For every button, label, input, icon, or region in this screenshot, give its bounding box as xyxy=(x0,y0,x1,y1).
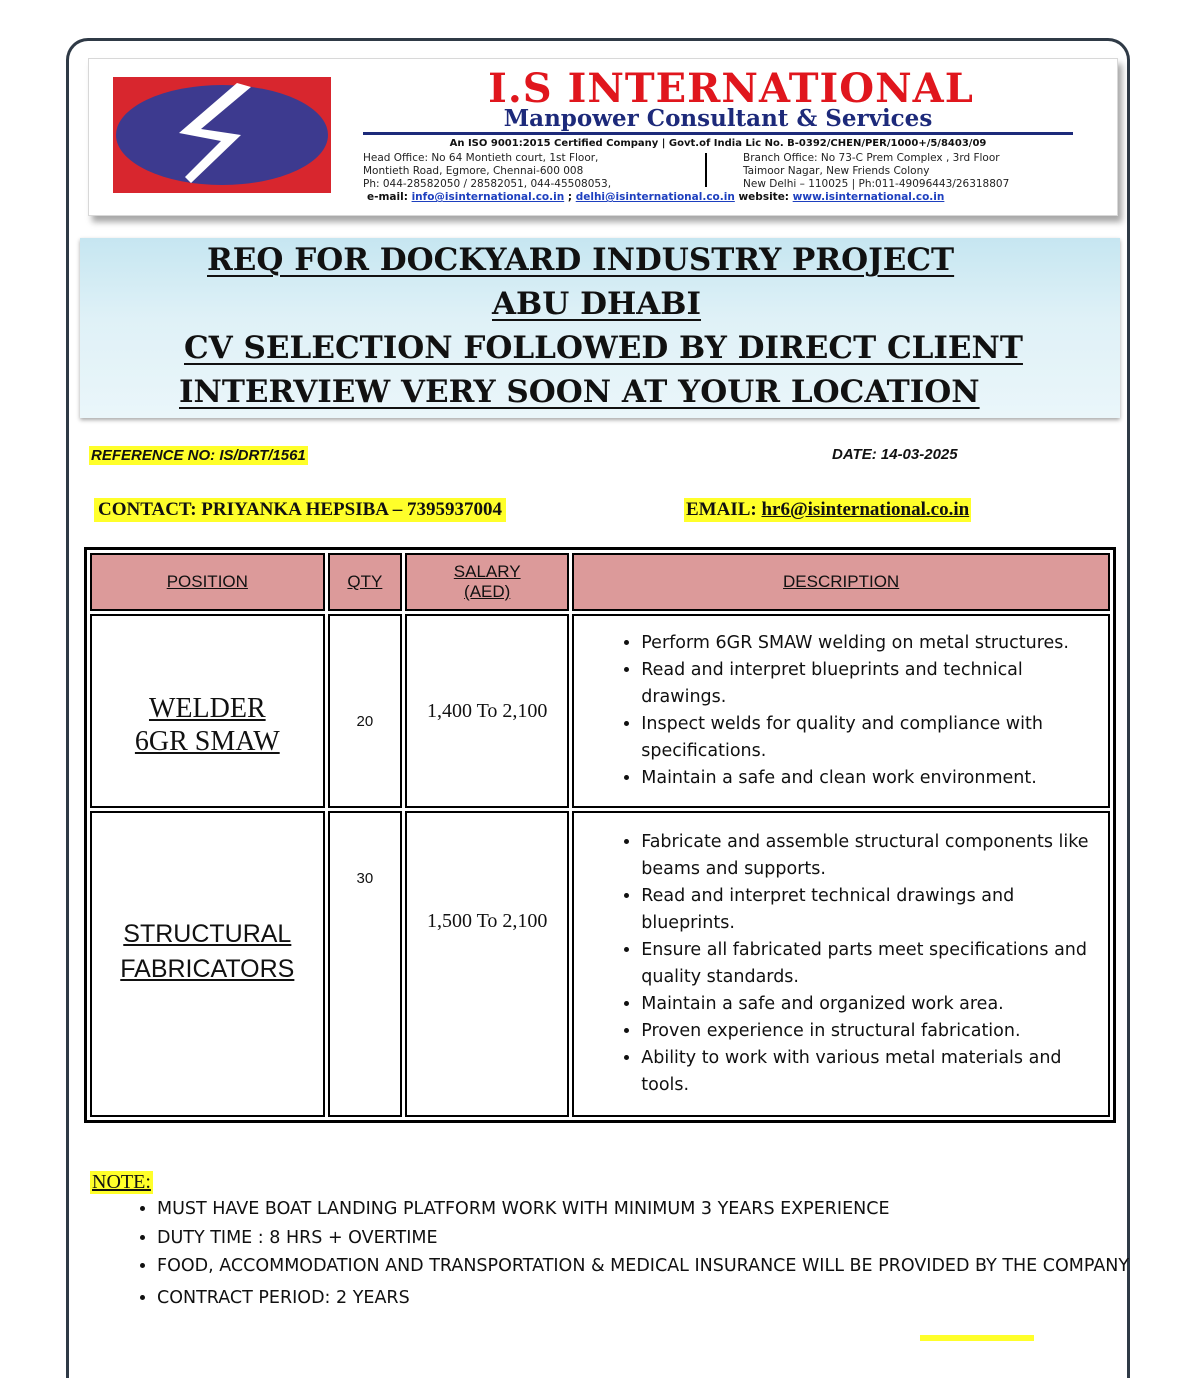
position-cell: STRUCTURAL FABRICATORS xyxy=(90,811,325,1117)
position-cell: WELDER 6GR SMAW xyxy=(90,614,325,808)
headline-line-2: ABU DHABI xyxy=(492,286,702,322)
description-item: • Maintain a safe and clean work environment. xyxy=(641,765,1103,792)
positions-table xyxy=(84,547,1116,1123)
header-salary: SALARY (AED) xyxy=(405,553,569,611)
header-qty: QTY xyxy=(328,553,403,611)
company-logo xyxy=(113,77,331,193)
description-item: • Inspect welds for quality and compliance with specifications. xyxy=(641,711,1103,765)
highlight-mark xyxy=(920,1335,1034,1341)
reference-number: REFERENCE NO: IS/DRT/1561 xyxy=(91,447,306,464)
letterhead xyxy=(88,58,1118,216)
note-item: • DUTY TIME : 8 HRS + OVERTIME xyxy=(157,1224,1187,1253)
document-date: DATE: 14-03-2025 xyxy=(832,446,958,463)
table-row xyxy=(90,811,1110,1117)
company-name: I.S INTERNATIONAL xyxy=(488,65,974,112)
branch-office-address: Branch Office: No 73-C Prem Complex , 3rd Floor Taimoor Nagar, New Friends Colony New Delhi – 110025 | Ph:011-49096443/26318807 xyxy=(743,152,1010,190)
headline-banner xyxy=(80,238,1120,418)
contact-email-label: EMAIL: xyxy=(686,499,762,520)
note-item: • MUST HAVE BOAT LANDING PLATFORM WORK WITH MINIMUM 3 YEARS EXPERIENCE xyxy=(157,1195,1187,1224)
description-item: • Maintain a safe and organized work area. xyxy=(641,991,1103,1018)
note-item: • CONTRACT PERIOD: 2 YEARS xyxy=(157,1284,1187,1313)
email-link-delhi[interactable]: delhi@isinternational.co.in xyxy=(575,191,735,203)
email-link-info[interactable]: info@isinternational.co.in xyxy=(411,191,565,203)
description-cell xyxy=(572,811,1110,1117)
table-row xyxy=(90,614,1110,808)
website-link[interactable]: www.isinternational.co.in xyxy=(792,191,945,203)
head-office-address: Head Office: No 64 Montieth court, 1st Floor, Montieth Road, Egmore, Chennai-600 008 Ph: 044-28582050 / 28582051, 044-45508053, xyxy=(363,152,612,190)
company-tagline: Manpower Consultant & Services xyxy=(363,105,1073,135)
description-item: • Read and interpret technical drawings and blueprints. xyxy=(641,883,1103,937)
description-item: • Ability to work with various metal materials and tools. xyxy=(641,1045,1103,1099)
table-header-row xyxy=(90,553,1110,611)
headline-line-1: REQ FOR DOCKYARD INDUSTRY PROJECT xyxy=(207,242,955,278)
header-description: DESCRIPTION xyxy=(572,553,1110,611)
description-item: • Fabricate and assemble structural components like beams and supports. xyxy=(641,829,1103,883)
description-item: • Read and interpret blueprints and technical drawings. xyxy=(641,657,1103,711)
website-label: website: xyxy=(738,191,790,203)
contact-email-link[interactable]: hr6@isinternational.co.in xyxy=(761,499,970,520)
description-item: • Perform 6GR SMAW welding on metal structures. xyxy=(641,630,1103,657)
address-divider xyxy=(705,153,707,187)
description-cell xyxy=(572,614,1110,808)
iso-certification-line: An ISO 9001:2015 Certified Company | Govt.of India Lic No. B-0392/CHEN/PER/1000+/5/8403/09 xyxy=(449,138,987,149)
contact-person: CONTACT: PRIYANKA HEPSIBA – 7395937004 xyxy=(94,498,506,522)
letterhead-contact-line: e-mail: info@isinternational.co.in ; delhi@isinternational.co.in website: www.isinternational.co.in xyxy=(367,191,945,203)
salary-cell: 1,500 To 2,100 xyxy=(405,811,569,1117)
qty-cell: 20 xyxy=(328,614,403,808)
note-label: NOTE: xyxy=(92,1171,151,1193)
headline-line-4: INTERVIEW VERY SOON AT YOUR LOCATION xyxy=(179,374,980,410)
email-label: e-mail: xyxy=(367,191,408,203)
salary-cell: 1,400 To 2,100 xyxy=(405,614,569,808)
notes-list xyxy=(90,1195,1187,1312)
contact-email xyxy=(684,498,971,522)
headline-line-3: CV SELECTION FOLLOWED BY DIRECT CLIENT xyxy=(184,330,1023,366)
qty-cell: 30 xyxy=(328,811,403,1117)
description-item: • Proven experience in structural fabrication. xyxy=(641,1018,1103,1045)
description-item: • Ensure all fabricated parts meet specifications and quality standards. xyxy=(641,937,1103,991)
header-position: POSITION xyxy=(90,553,325,611)
note-item: • FOOD, ACCOMMODATION AND TRANSPORTATION & MEDICAL INSURANCE WILL BE PROVIDED BY THE COMPANY xyxy=(157,1252,1187,1281)
